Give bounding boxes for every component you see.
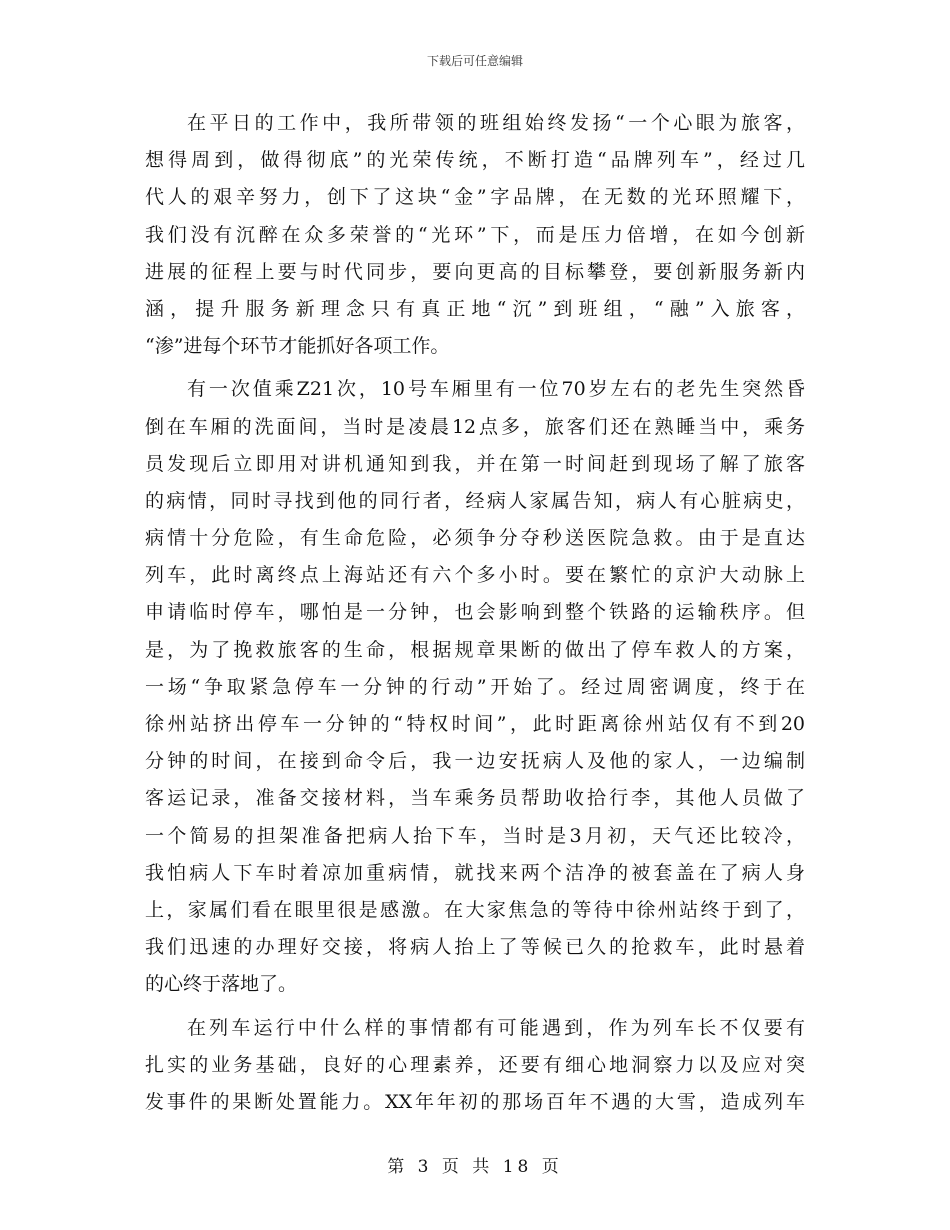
text-line: 员发现后立即用对讲机通知到我，并在第一时间赶到现场了解了旅客 [145, 452, 805, 475]
text-line: 我怕病人下车时着凉加重病情，就找来两个洁净的被套盖在了病人身 [145, 861, 805, 884]
text-line: 进展的征程上要与时代同步，要向更高的目标攀登，要创新服务新内 [145, 260, 805, 283]
text-line: 在平日的工作中，我所带领的班组始终发扬“一个心眼为旅客， [187, 112, 805, 134]
text-line: 在列车运行中什么样的事情都有可能遇到，作为列车长不仅要有 [187, 1016, 805, 1039]
text-line: 我们迅速的办理好交接，将病人抬上了等候已久的抢救车，此时悬着 [145, 936, 805, 959]
text-line: 徐州站挤出停车一分钟的“特权时间”，此时距离徐州站仅有不到20 [145, 713, 805, 735]
text-line: 的心终于落地了。 [145, 973, 298, 996]
text-line: 上，家属们看在眼里很是感激。在大家焦急的等待中徐州站终于到了， [145, 898, 805, 921]
text-line: 有一次值乘Z21次，10号车厢里有一位70岁左右的老先生突然昏 [187, 378, 805, 401]
page-footer: 第 3 页 共 18 页 [387, 1157, 563, 1177]
text-line: 倒在车厢的洗面间，当时是凌晨12点多，旅客们还在熟睡当中，乘务 [145, 415, 805, 438]
text-line: 一个简易的担架准备把病人抬下车，当时是3月初，天气还比较冷， [145, 824, 805, 847]
text-line: 代人的艰辛努力，创下了这块“金”字品牌，在无数的光环照耀下， [145, 186, 805, 209]
paragraph-3 [145, 1010, 805, 1122]
text-line: 是，为了挽救旅客的生命，根据规章果断的做出了停车救人的方案， [145, 638, 805, 661]
text-line: 一场“争取紧急停车一分钟的行动”开始了。经过周密调度，终于在 [145, 675, 805, 698]
text-line: 涵，提升服务新理念只有真正地“沉”到班组，“融”入旅客， [145, 297, 805, 320]
text-line: 扎实的业务基础，良好的心理素养，还要有细心地洞察力以及应对突 [145, 1053, 805, 1076]
text-line: 的病情，同时寻找到他的同行者，经病人家属告知，病人有心脏病史， [145, 489, 805, 512]
page-header: 下载后可任意编辑 [426, 54, 523, 68]
text-line: “渗”进每个环节才能抓好各项工作。 [145, 335, 450, 358]
text-line: 我们没有沉醉在众多荣誉的“光环”下，而是压力倍增，在如今创新 [145, 223, 805, 246]
text-line: 分钟的时间，在接到命令后，我一边安抚病人及他的家人，一边编制 [145, 750, 805, 773]
text-line: 想得周到，做得彻底”的光荣传统，不断打造“品牌列车”，经过几 [145, 149, 805, 172]
document-body [145, 105, 805, 1121]
paragraph-1 [145, 105, 805, 365]
text-line: 病情十分危险，有生命危险，必须争分夺秒送医院急救。由于是直达 [145, 527, 805, 550]
text-line: 列车，此时离终点上海站还有六个多小时。要在繁忙的京沪大动脉上 [145, 564, 805, 587]
text-line: 发事件的果断处置能力。XX年年初的那场百年不遇的大雪，造成列车 [145, 1090, 805, 1113]
text-line: 申请临时停车，哪怕是一分钟，也会影响到整个铁路的运输秩序。但 [145, 601, 805, 624]
text-line: 客运记录，准备交接材料，当车乘务员帮助收拾行李，其他人员做了 [145, 787, 805, 810]
paragraph-2 [145, 371, 805, 1003]
